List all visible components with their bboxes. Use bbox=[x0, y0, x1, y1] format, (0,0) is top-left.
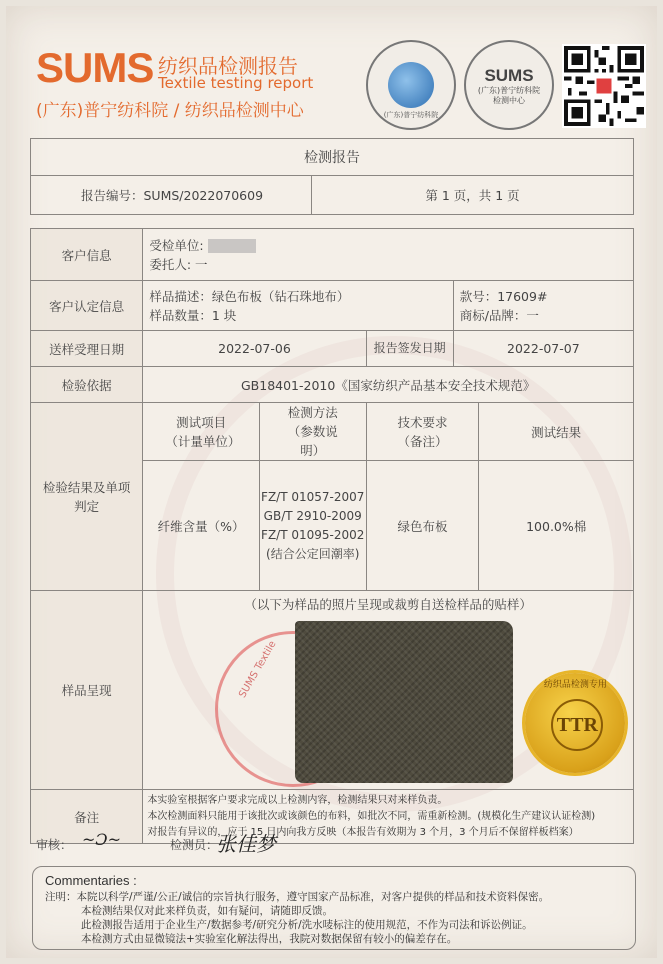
method-line: FZ/T 01057-2007 bbox=[261, 489, 365, 504]
report-page bbox=[6, 6, 657, 958]
comment-line: 此检测报告适用于企业生产/数据参考/研究分析/洗水唛标注的使用规范，不作为司法和诉讼例证。 bbox=[81, 919, 533, 931]
basis-standard: GB18401-2010《国家纺织产品基本安全技术规范》 bbox=[143, 367, 634, 403]
received-date: 2022-07-06 bbox=[143, 331, 366, 367]
issue-date-label: 报告签发日期 bbox=[366, 331, 453, 367]
brand-logo: SUMS bbox=[36, 44, 154, 91]
remark-line: 本实验室根据客户要求完成以上检测内容，检测结果只对来样负责。 bbox=[147, 794, 448, 806]
report-number: 报告编号：SUMS/2022070609 bbox=[31, 176, 312, 215]
seal-sub-line1: (广东)普宁纺科院 bbox=[477, 86, 541, 95]
signature-row bbox=[36, 830, 636, 856]
col-header-method: 检测方法（参数说明） bbox=[259, 403, 366, 461]
client-info-label: 客户信息 bbox=[31, 229, 143, 281]
col-header-result: 测试结果 bbox=[479, 403, 634, 461]
brand-name: 商标/品牌：一 bbox=[459, 307, 539, 323]
qr-code-icon[interactable] bbox=[562, 44, 646, 128]
method-line: GB/T 2910-2009 bbox=[263, 508, 362, 523]
gold-seal-ring-text: 纺织品检测专用 bbox=[543, 680, 607, 690]
review-label: 审核： bbox=[36, 838, 73, 852]
result-label: 检验结果及单项判定 bbox=[31, 403, 143, 591]
style-info bbox=[453, 281, 633, 331]
confirm-info-label: 客户认定信息 bbox=[31, 281, 143, 331]
sample-caption: （以下为样品的照片呈现或裁剪自送检样品的贴样） bbox=[244, 597, 532, 612]
institute-seal-icon bbox=[366, 40, 456, 130]
comment-line: 本检测结果仅对此来样负责，如有疑问，请随即反馈。 bbox=[81, 905, 333, 917]
seal-sub bbox=[466, 86, 552, 106]
col-header-requirement: 技术要求（备注） bbox=[366, 403, 479, 461]
seal-sub-line2: 检测中心 bbox=[493, 96, 525, 105]
redacted-block bbox=[208, 239, 256, 253]
report-main-table bbox=[30, 228, 634, 844]
seal-brand: SUMS bbox=[484, 66, 534, 85]
result-item: 纤维含量（%） bbox=[143, 461, 260, 591]
sample-desc: 样品描述：绿色布板（钻石珠地布） bbox=[149, 288, 350, 304]
report-title-cn: 纺织品检测报告 bbox=[158, 54, 298, 78]
gold-certification-seal-icon bbox=[525, 673, 625, 773]
seal-label: (广东)普宁纺科院 bbox=[383, 111, 439, 119]
client-entrust: 委托人: 一 bbox=[149, 256, 208, 272]
red-stamp-text: SUMS Textile bbox=[237, 639, 279, 700]
result-requirement: 绿色布板 bbox=[366, 461, 479, 591]
result-value: 100.0%棉 bbox=[479, 461, 634, 591]
review-signature: ~Ɔ~ bbox=[82, 830, 122, 849]
style-no: 款号：17609# bbox=[459, 288, 548, 304]
client-unit-label: 受检单位: bbox=[149, 237, 204, 253]
comment-line: 注明：本院以科学/严谨/公正/诚信的宗旨执行服务，遵守国家产品标准，对客户提供的样品和技术资料保密。 bbox=[45, 891, 550, 903]
result-method bbox=[259, 461, 366, 591]
col-header-item: 测试项目（计量单位） bbox=[143, 403, 260, 461]
received-date-label: 送样受理日期 bbox=[31, 331, 143, 367]
report-title: 检测报告 bbox=[31, 139, 634, 176]
client-info bbox=[143, 229, 634, 281]
remark-line: 对报告有异议的，应于 15 日内向我方反映（本报告有效期为 3 个月，3 个月后不保留样板档案） bbox=[147, 826, 579, 838]
issue-date: 2022-07-07 bbox=[453, 331, 633, 367]
center-seal-icon bbox=[464, 40, 554, 130]
method-line: FZ/T 01095-2002 bbox=[261, 527, 365, 542]
commentaries-box bbox=[32, 866, 636, 950]
remark-label: 备注 bbox=[31, 790, 143, 844]
basis-label: 检验依据 bbox=[31, 367, 143, 403]
commentaries-heading: Commentaries : bbox=[45, 873, 137, 888]
tester-signature: 张佳梦 bbox=[216, 832, 276, 856]
globe-icon bbox=[388, 62, 434, 108]
sample-qty: 样品数量：1 块 bbox=[149, 307, 237, 323]
sample-info bbox=[143, 281, 453, 331]
remark-line: 本次检测面料只能用于该批次或该颜色的布料，如批次不同，需重新检测。(规模化生产建议认证检测) bbox=[147, 810, 596, 822]
fabric-swatch bbox=[295, 621, 513, 783]
method-note: (结合公定回潮率) bbox=[266, 546, 360, 561]
institute-name: (广东)普宁纺科院 / 纺织品检测中心 bbox=[36, 101, 304, 121]
comment-line: 本检测方式由显微镜法+实验室化解法得出，我院对数据保留有较小的偏差存在。 bbox=[81, 933, 458, 945]
report-header-table bbox=[30, 138, 634, 215]
sample-presentation-cell bbox=[143, 591, 634, 790]
tester-label: 检测员： bbox=[170, 838, 219, 852]
report-title-en: Textile testing report bbox=[158, 74, 314, 92]
sample-presentation-label: 样品呈现 bbox=[31, 591, 143, 790]
gold-seal-center: TTR bbox=[551, 699, 603, 751]
page-indicator: 第 1 页，共 1 页 bbox=[312, 176, 634, 215]
